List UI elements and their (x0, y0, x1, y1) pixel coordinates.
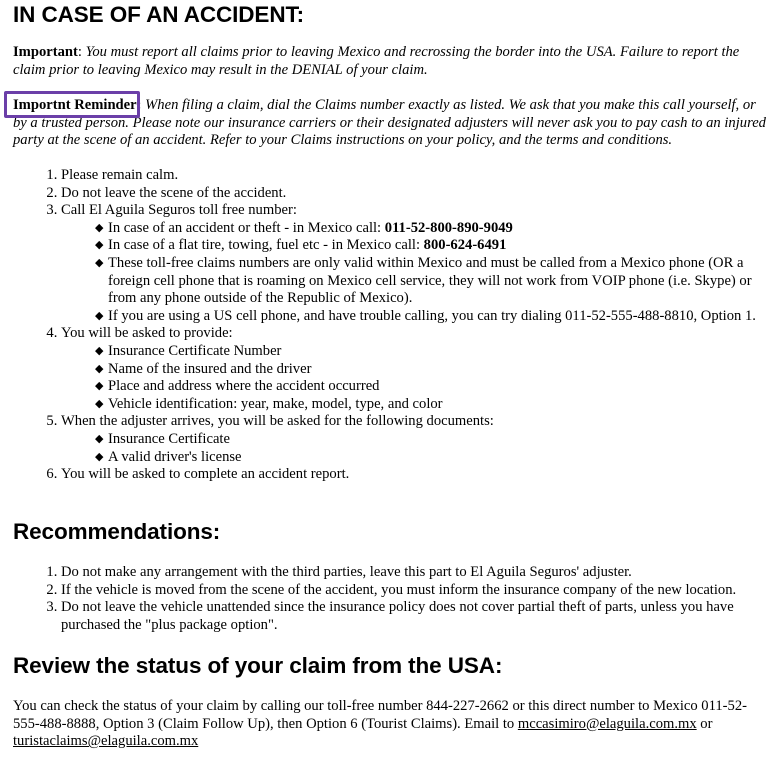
roadside-phone-number: 800-624-6491 (423, 237, 507, 254)
recommendations-list (13, 564, 784, 634)
reminder-label: Importnt Reminder: (13, 97, 142, 113)
page-title: IN CASE OF AN ACCIDENT: (13, 2, 305, 27)
step-4-text: You will be asked to provide: (61, 325, 233, 342)
list-item: 3. Do not leave the vehicle unattended since the insurance policy does not cover partial theft of parts, unless you have purchased the "plus package option". (61, 599, 784, 634)
step-2-text: Do not leave the scene of the accident. (61, 184, 287, 201)
important-text: You must report all claims prior to leaving Mexico and recrossing the border into the USA. Failure to report the claim prior to leaving Mexico may result in the DENIAL of your claim. (13, 44, 740, 78)
list-item (95, 237, 771, 255)
step-5-text: When the adjuster arrives, you will be asked for the following documents: (61, 413, 494, 430)
step-6-text: You will be asked to complete an accident report. (61, 466, 350, 483)
list-item (61, 325, 771, 413)
accident-phone-number: 011-52-800-890-9049 (384, 219, 513, 236)
list-item (61, 413, 771, 466)
email-link-turistaclaims[interactable]: turistaclaims@elaguila.com.mx (13, 733, 199, 750)
reminder-notice (13, 97, 771, 150)
email-link-mccasimiro[interactable]: mccasimiro@elaguila.com.mx (517, 715, 697, 732)
us-cell-phone-note: If you are using a US cell phone, and have trouble calling, you can try dialing 011-52-555-488-8810, Option 1. (108, 307, 756, 324)
provide-info-list (61, 343, 771, 413)
documents-list (61, 431, 771, 466)
accident-call-text: In case of an accident or theft - in Mexico call: (108, 219, 385, 236)
recommendations-heading: Recommendations: (13, 519, 221, 544)
list-item: 2. If the vehicle is moved from the scene of the accident, you must inform the insurance company of the new location. (61, 582, 784, 600)
review-status-text: You can check the status of your claim by calling our toll-free number 844-227-2662 or this direct number to Mexico 011-52-555-488-8888, Option 3 (Claim Follow Up), then Option 6 (Tourist Claims). Email to mccasimiro@elaguila.com.mx or turistaclaims@elaguila.com.mx (13, 698, 747, 750)
list-item (95, 220, 771, 238)
review-status-heading: Review the status of your claim from the USA: (13, 653, 503, 678)
list-item: ◆ Name of the insured and the driver (95, 361, 771, 379)
step-3-text: Call El Aguila Seguros toll free number: (61, 202, 297, 219)
list-item (61, 167, 771, 185)
accident-steps-list (13, 167, 771, 484)
list-item: ◆ Insurance Certificate (95, 431, 771, 449)
important-notice: Important: You must report all claims prior to leaving Mexico and recrossing the border into the USA. Failure to report the claim prior to leaving Mexico may result in the DENIAL of your claim. (13, 44, 740, 78)
list-item (95, 255, 771, 308)
list-item (61, 466, 771, 484)
list-item (95, 308, 771, 326)
list-item: ◆ Insurance Certificate Number (95, 343, 771, 361)
list-item: 1. Do not make any arrangement with the third parties, leave this part to El Aguila Seguros' adjuster. (61, 564, 784, 582)
list-item (61, 202, 771, 325)
list-item: ◆ Vehicle identification: year, make, model, type, and color (95, 396, 771, 414)
step-1-text: Please remain calm. (61, 167, 179, 183)
list-item: ◆ A valid driver's license (95, 449, 771, 467)
important-label: Important (13, 44, 78, 60)
list-item: ◆ Place and address where the accident occurred (95, 378, 771, 396)
reminder-text: When filing a claim, dial the Claims number exactly as listed. We ask that you make this call yourself, or by a trusted person. Please note our insurance carriers or their designated adjusters will never ask you to pay cash to an injured party at the scene of an accident. Refer to your Claims instructions on your policy, and the terms and conditions. (13, 97, 766, 149)
toll-free-validity-note: These toll-free claims numbers are only valid within Mexico and must be called from a Mexico phone (OR a foreign cell phone that is roaming on Mexico cell service, they will not work from VOIP phone (i.e. Skype) or from any phone outside of the Republic of Mexico). (108, 254, 752, 307)
list-item (61, 185, 771, 203)
call-numbers-list (61, 220, 771, 326)
roadside-call-text: In case of a flat tire, towing, fuel etc - in Mexico call: (108, 237, 424, 254)
